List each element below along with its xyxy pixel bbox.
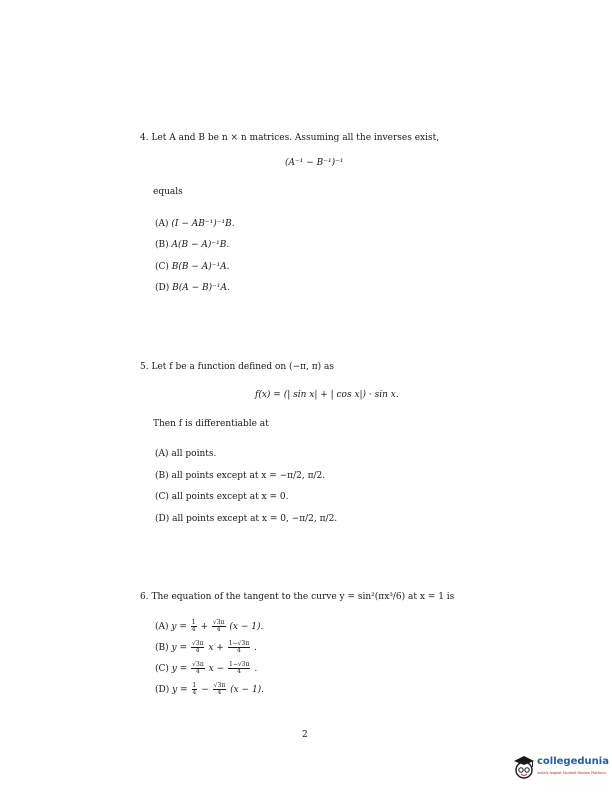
- option-label: (C): [155, 492, 169, 502]
- fraction: [228, 641, 250, 654]
- option-label: (D): [155, 685, 170, 695]
- question-6-option-a[interactable]: [155, 620, 263, 633]
- option-label: (D): [155, 514, 170, 524]
- option-text: all points except at x = −π/2, π/2.: [171, 471, 326, 481]
- option-label: (A): [155, 219, 169, 229]
- option-label: (B): [155, 240, 169, 250]
- question-number: 6.: [140, 592, 149, 602]
- brand-tagline: India's largest Student Review Platform: [537, 771, 606, 775]
- question-4-tail: equals: [153, 187, 183, 197]
- option-text: all points except at x = 0, −π/2, π/2.: [172, 514, 338, 524]
- option-lead: y =: [171, 643, 188, 653]
- numerator: 1: [192, 682, 197, 689]
- denominator: 4: [196, 668, 200, 675]
- option-label: (D): [155, 283, 170, 293]
- option-label: (B): [155, 643, 169, 653]
- option-tail: (x − 1).: [229, 622, 264, 632]
- question-5-display-formula: f(x) = (| sin x| + | cos x|) · sin x.: [255, 390, 399, 400]
- graduate-mascot-icon: [512, 754, 536, 782]
- fraction: [191, 662, 205, 675]
- option-lead: y =: [172, 685, 188, 695]
- denominator: 4: [191, 626, 196, 633]
- option-text: B(A − B)⁻¹A.: [172, 283, 230, 293]
- question-6-option-d[interactable]: [155, 683, 264, 696]
- brand-name: collegedunia: [537, 756, 609, 767]
- question-4-option-c[interactable]: [155, 262, 230, 272]
- option-tail: .: [254, 664, 258, 674]
- question-5-option-d[interactable]: [155, 514, 337, 524]
- fraction: [228, 662, 250, 675]
- question-4-option-b[interactable]: [155, 240, 229, 250]
- operator: −: [201, 685, 209, 695]
- numerator: √3π: [213, 682, 226, 689]
- question-prompt: Let f be a function defined on (−π, π) as: [151, 362, 335, 372]
- fraction: [191, 641, 205, 654]
- question-5-option-c[interactable]: [155, 492, 289, 502]
- option-label: (C): [155, 262, 169, 272]
- numerator: √3π: [192, 661, 204, 668]
- question-number: 4.: [140, 133, 149, 143]
- option-label: (B): [155, 471, 169, 481]
- option-mid: x −: [208, 664, 225, 674]
- collegedunia-watermark: [512, 752, 608, 784]
- question-4-option-d[interactable]: [155, 283, 230, 293]
- numerator: √3π: [212, 619, 225, 626]
- numerator: 1: [191, 619, 196, 626]
- option-tail: (x − 1).: [230, 685, 265, 695]
- fraction: [212, 620, 226, 633]
- denominator: 4: [217, 689, 222, 696]
- fraction: [213, 683, 227, 696]
- question-4-display-formula: (A⁻¹ − B⁻¹)⁻¹: [285, 158, 344, 168]
- question-4-option-a[interactable]: [155, 219, 235, 229]
- fraction: [192, 683, 198, 696]
- option-text: all points.: [171, 449, 217, 459]
- option-mid: x +: [208, 643, 224, 653]
- denominator: 4: [192, 689, 197, 696]
- option-label: (A): [155, 622, 169, 632]
- question-5-tail: Then f is differentiable at: [153, 419, 269, 429]
- page-number: 2: [302, 730, 308, 740]
- question-5-option-a[interactable]: [155, 449, 216, 459]
- question-5-stem: [140, 362, 334, 372]
- numerator: √3π: [191, 640, 204, 647]
- option-tail: .: [254, 643, 257, 653]
- question-6-stem: [140, 592, 454, 602]
- numerator: 1−√3π: [229, 661, 250, 668]
- question-6-option-b[interactable]: [155, 641, 257, 654]
- question-6-option-c[interactable]: [155, 662, 257, 675]
- option-label: (A): [155, 449, 169, 459]
- denominator: 4: [195, 647, 200, 654]
- option-text: B(B − A)⁻¹A.: [171, 262, 230, 272]
- option-lead: y =: [171, 622, 187, 632]
- question-number: 5.: [140, 362, 149, 372]
- question-prompt: The equation of the tangent to the curve y = sin²(πx³/6) at x = 1 is: [151, 592, 455, 602]
- denominator: 4: [216, 626, 221, 633]
- option-lead: y =: [171, 664, 188, 674]
- option-label: (C): [155, 664, 169, 674]
- option-text: all points except at x = 0.: [171, 492, 289, 502]
- question-5-option-b[interactable]: [155, 471, 325, 481]
- question-4-stem: [140, 133, 439, 143]
- option-text: (I − AB⁻¹)⁻¹B.: [171, 219, 235, 229]
- fraction: [191, 620, 197, 633]
- option-text: A(B − A)⁻¹B.: [171, 240, 230, 250]
- operator: +: [200, 622, 209, 632]
- denominator: 4: [237, 668, 242, 675]
- numerator: 1−√3π: [228, 640, 250, 647]
- denominator: 4: [237, 647, 241, 654]
- question-prompt: Let A and B be n × n matrices. Assuming all the inverses exist,: [151, 133, 440, 143]
